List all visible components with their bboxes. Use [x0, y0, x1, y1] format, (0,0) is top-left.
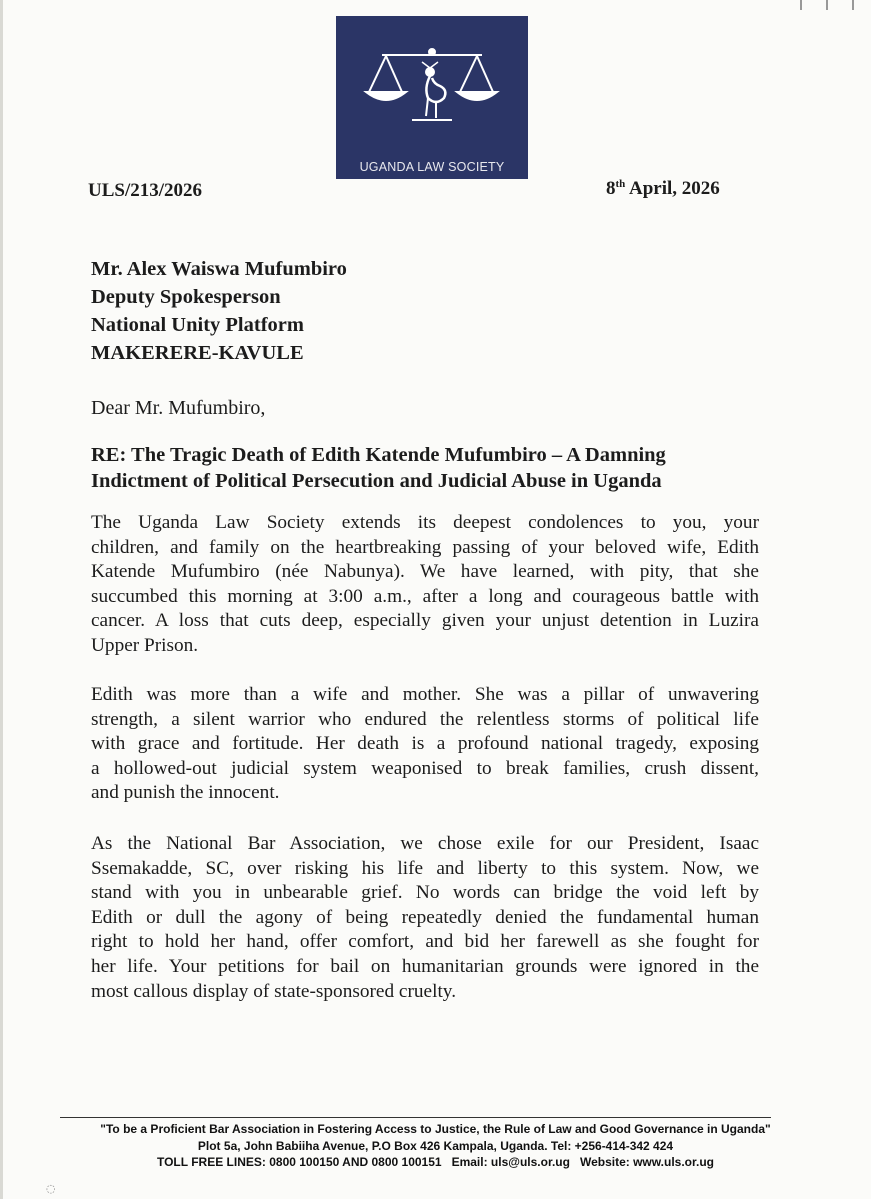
paragraph-line: succumbed this morning at 3:00 a.m., after a long and courageous battle with [91, 585, 759, 607]
body-paragraph [91, 683, 759, 806]
paragraph-line: and punish the innocent. [91, 782, 280, 804]
paragraph-line: The Uganda Law Society extends its deepest condolences to you, your [91, 512, 759, 533]
letter-date [606, 178, 720, 200]
date-day: 8 [606, 178, 616, 199]
footer-contacts: TOLL FREE LINES: 0800 100150 AND 0800 100151 Email: uls@uls.or.ug Website: www.uls.or.ug [156, 1155, 714, 1169]
scan-edge [0, 0, 3, 1199]
logo-org-name: UGANDA LAW SOCIETY [359, 160, 505, 174]
paragraph-line: Katende Mufumbiro (née Nabunya). We have learned, with pity, that she [91, 561, 759, 583]
paragraph-line: Edith or dull the agony of being repeatedly denied the fundamental human [91, 906, 759, 928]
addressee-block [91, 255, 347, 367]
paragraph-line: Edith was more than a wife and mother. She was a pillar of unwavering [91, 684, 759, 705]
subject-line-1: RE: The Tragic Death of Edith Katende Mufumbiro – A Damning [91, 444, 666, 466]
paragraph-line: cancer. A loss that cuts deep, especially given your unjust detention in Luzira [91, 610, 759, 632]
paragraph-line: a hollowed-out judicial system weaponised to break families, crush dissent, [91, 757, 759, 779]
footer-divider [60, 1117, 771, 1118]
salutation: Dear Mr. Mufumbiro, [91, 397, 266, 419]
paragraph-line: Ssemakadde, SC, over risking his life and liberty to this system. Now, we [91, 857, 759, 879]
addressee-organization: National Unity Platform [91, 314, 304, 336]
subject-line [91, 442, 771, 494]
paragraph-line: Upper Prison. [91, 634, 199, 656]
footer-address: Plot 5a, John Babiiha Avenue, P.O Box 426 Kampala, Uganda. Tel: +256-414-342 424 [197, 1138, 674, 1153]
scan-mark [826, 0, 828, 10]
scan-mark [852, 0, 854, 10]
footer-motto: "To be a Proficient Bar Association in Fostering Access to Justice, the Rule of Law and Good Governance in Uganda" [100, 1122, 771, 1136]
addressee-location: MAKERERE-KAVULE [91, 342, 304, 364]
date-month-year: April, 2026 [625, 178, 720, 199]
paragraph-line: right to hold her hand, offer comfort, and bid her farewell as she fought for [91, 931, 759, 953]
date-suffix: th [615, 178, 626, 190]
paragraph-line: most callous display of state-sponsored cruelty. [91, 980, 457, 1002]
scales-of-justice-icon [336, 16, 528, 156]
paragraph-line: with grace and fortitude. Her death is a profound national tragedy, exposing [91, 733, 759, 755]
addressee-title: Deputy Spokesperson [91, 286, 281, 308]
subject-line-2: Indictment of Political Persecution and Judicial Abuse in Uganda [91, 470, 662, 492]
paragraph-line: As the National Bar Association, we chose exile for our President, Isaac [91, 833, 759, 854]
uls-logo [336, 16, 528, 179]
body-paragraph [91, 832, 759, 1004]
paragraph-line: strength, a silent warrior who endured the relentless storms of political life [91, 708, 759, 730]
reference-number: ULS/213/2026 [88, 180, 203, 201]
scan-mark [800, 0, 802, 10]
body-paragraph [91, 511, 759, 659]
paragraph-line: her life. Your petitions for bail on humanitarian grounds were ignored in the [91, 955, 759, 977]
addressee-name: Mr. Alex Waiswa Mufumbiro [91, 258, 347, 280]
paragraph-line: children, and family on the heartbreaking passing of your beloved wife, Edith [91, 536, 759, 558]
paragraph-line: stand with you in unbearable grief. No words can bridge the void left by [91, 882, 759, 904]
footer [40, 1121, 831, 1171]
page-mark: ◌ [46, 1182, 56, 1195]
